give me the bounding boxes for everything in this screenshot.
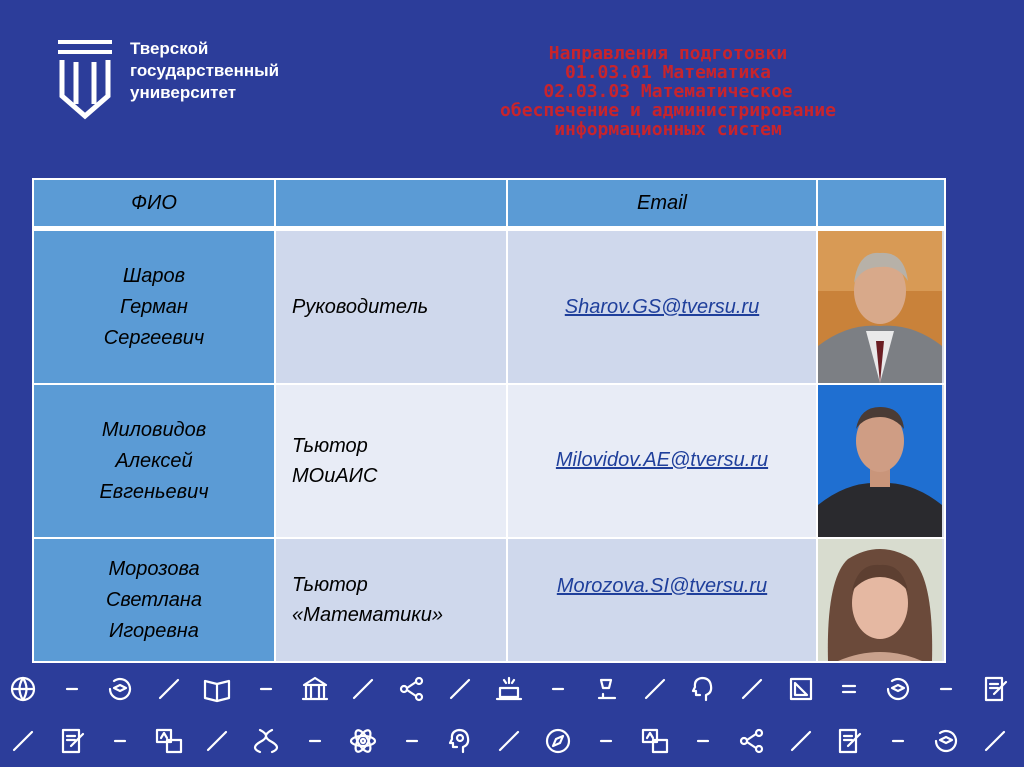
name-line: Шаров xyxy=(122,264,186,287)
title-line: 02.03.03 Математическое xyxy=(543,81,793,102)
slash-icon xyxy=(494,726,524,756)
title-line: обеспечение и администрирование xyxy=(500,100,836,121)
name-line: Сергеевич xyxy=(103,326,205,349)
person-role xyxy=(275,384,507,538)
photo-cell xyxy=(817,229,945,385)
slash-icon xyxy=(640,674,670,704)
dash-icon xyxy=(883,726,913,756)
graduation-cap-cycle-icon xyxy=(105,674,135,704)
role-line: МОиАИС xyxy=(292,465,378,487)
dash-icon xyxy=(57,674,87,704)
compass-icon xyxy=(543,726,573,756)
photo-cell xyxy=(817,538,945,662)
email-link[interactable]: Morozova.SI@tversu.ru xyxy=(556,575,768,597)
blueprint-icon xyxy=(786,674,816,704)
table-row xyxy=(33,538,945,662)
slash-icon xyxy=(348,674,378,704)
equals-icon xyxy=(834,674,864,704)
table-header-row xyxy=(33,179,945,229)
table-row xyxy=(33,384,945,538)
name-line: Светлана xyxy=(105,588,203,611)
role-line: «Математики» xyxy=(292,604,443,626)
portrait-photo xyxy=(818,385,942,537)
title-line: информационных систем xyxy=(554,119,782,140)
title-line: Направления подготовки xyxy=(548,43,788,64)
person-role xyxy=(275,229,507,385)
role-line: Руководитель xyxy=(292,296,429,318)
column-header-photo xyxy=(817,179,945,229)
atom-icon xyxy=(348,726,378,756)
certificate-icon xyxy=(57,726,87,756)
email-link[interactable]: Milovidov.AE@tversu.ru xyxy=(555,449,769,471)
dash-icon xyxy=(251,674,281,704)
laptop-idea-icon xyxy=(494,674,524,704)
certificate-icon xyxy=(980,674,1010,704)
name-line: Морозова xyxy=(108,557,200,580)
slash-icon xyxy=(737,674,767,704)
name-line: Миловидов xyxy=(101,418,207,441)
column-header-email: Email xyxy=(507,179,817,229)
university-logo xyxy=(52,38,312,122)
network-icon xyxy=(737,726,767,756)
translate-icon xyxy=(154,726,184,756)
university-name: Тверской государственный университет xyxy=(130,39,280,102)
microscope-icon xyxy=(591,674,621,704)
slash-icon xyxy=(786,726,816,756)
dna-icon xyxy=(251,726,281,756)
slash-icon xyxy=(8,726,38,756)
slide-title xyxy=(378,44,958,139)
role-line: Тьютор xyxy=(292,435,368,457)
person-name xyxy=(33,538,275,662)
network-icon xyxy=(397,674,427,704)
translate-icon xyxy=(640,726,670,756)
slash-icon xyxy=(445,674,475,704)
photo-cell xyxy=(817,384,945,538)
graduation-cap-cycle-icon xyxy=(883,674,913,704)
email-cell xyxy=(507,538,817,662)
name-line: Герман xyxy=(120,295,188,318)
basketball-icon xyxy=(8,674,38,704)
name-line: Игоревна xyxy=(109,619,199,642)
portrait-photo xyxy=(818,231,942,383)
dash-icon xyxy=(688,726,718,756)
person-name xyxy=(33,229,275,385)
museum-icon xyxy=(300,674,330,704)
column-header-fio: ФИО xyxy=(33,179,275,229)
dash-icon xyxy=(931,674,961,704)
column-header-role xyxy=(275,179,507,229)
dash-icon xyxy=(543,674,573,704)
role-line: Тьютор xyxy=(292,574,368,596)
dash-icon xyxy=(591,726,621,756)
staff-table xyxy=(32,178,946,663)
dash-icon xyxy=(300,726,330,756)
head-idea-icon xyxy=(445,726,475,756)
certificate-icon xyxy=(834,726,864,756)
graduation-cap-cycle-icon xyxy=(931,726,961,756)
table-row xyxy=(33,229,945,385)
portrait-photo xyxy=(818,539,942,661)
tversu-logo-icon xyxy=(52,38,118,122)
head-profile-icon xyxy=(688,674,718,704)
decorative-icon-strip xyxy=(0,668,1024,767)
slash-icon xyxy=(154,674,184,704)
email-link[interactable]: Sharov.GS@tversu.ru xyxy=(564,296,760,318)
slash-icon xyxy=(202,726,232,756)
email-cell xyxy=(507,229,817,385)
open-book-icon xyxy=(202,674,232,704)
dash-icon xyxy=(105,726,135,756)
person-name xyxy=(33,384,275,538)
name-line: Алексей xyxy=(115,449,193,472)
dash-icon xyxy=(397,726,427,756)
name-line: Евгеньевич xyxy=(99,480,209,503)
slash-icon xyxy=(980,726,1010,756)
email-cell xyxy=(507,384,817,538)
title-line: 01.03.01 Математика xyxy=(565,62,771,83)
person-role xyxy=(275,538,507,662)
